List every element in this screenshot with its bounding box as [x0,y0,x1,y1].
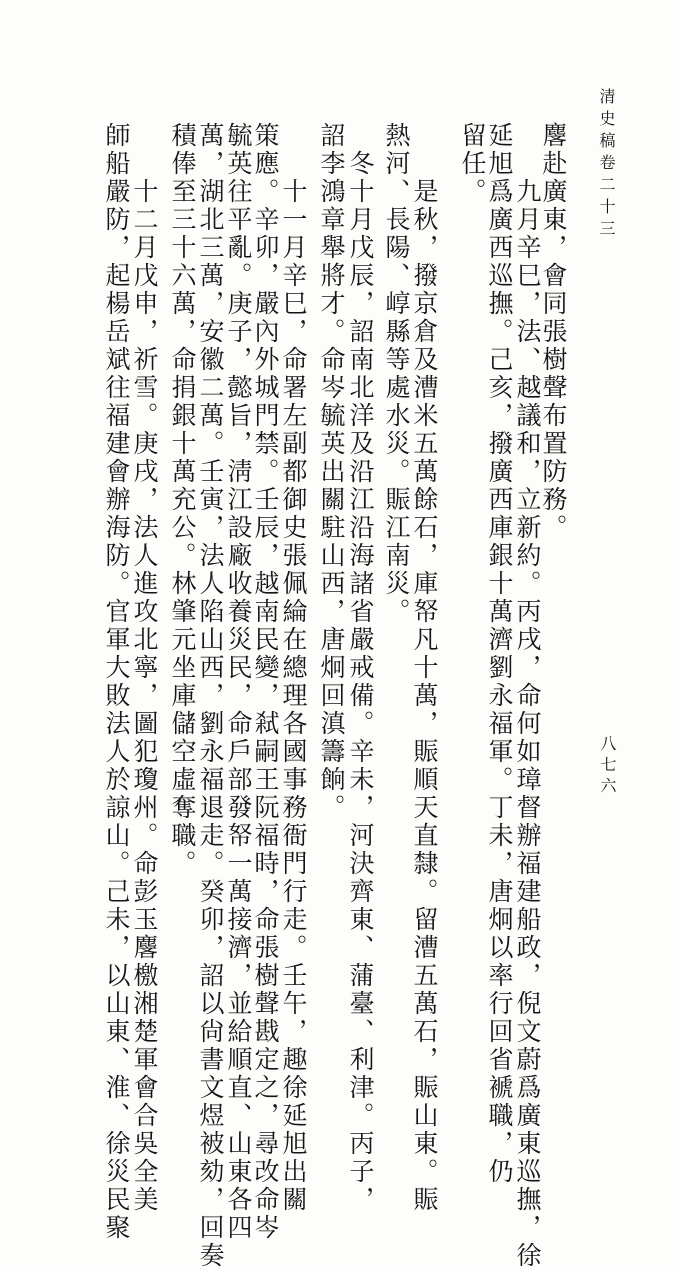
running-header: 清史稿卷二十三 [597,88,616,242]
text-column: 麐赴廣東，會同張樹聲布置防務。 [539,122,568,542]
text-column: 詔李鴻章舉將才。命岑毓英出關駐山西，唐炯回滇籌餉。 [317,122,346,822]
text-column: 是秋，撥京倉及漕米五萬餘石，庫帑凡十萬，賑順天直隸。留漕五萬石，賑山東。賑 [410,178,439,1214]
text-column: 留任。 [458,122,487,206]
text-column: 冬十月戊辰，詔南北洋及沿江沿海諸省嚴戒備。辛未，河決齊東、蒲臺、利津。丙子， [346,150,375,1214]
text-column: 萬，湖北三萬，安徽二萬。壬寅，法人陷山西，劉永福退走。癸卯，詔以尙書文煜被劾，回奏 [196,122,225,1270]
text-column: 毓英往平亂。庚子，懿旨，淸江設廠收養災民，命戶部發帑一萬接濟，並給順直、山東各四 [224,122,253,1242]
text-column: 師船嚴防，起楊岳斌往福建會辦海防。官軍大敗法人於諒山。己未，以山東、淮、徐災民聚 [102,122,131,1242]
text-column: 策應。辛卯，嚴內外城門禁。壬辰，越南民變，弒嗣王阮福時，命張樹聲戡定之，尋改命岑 [251,122,280,1242]
text-column: 延旭爲廣西巡撫。己亥，撥廣西庫銀十萬濟劉永福軍。丁未，唐炯以率行回省褫職，仍 [485,122,514,1186]
page-number: 八七六 [598,735,617,798]
text-column: 十一月辛巳，命署左副都御史張佩綸在總理各國事務衙門行走。壬午，趣徐延旭出關 [279,178,308,1214]
text-column: 積俸至三十六萬，命捐銀十萬充公。林肇元坐庫儲空虛奪職。 [168,122,197,878]
text-column: 九月辛巳，法、越議和，立新約。丙戌，命何如璋督辦福建船政，倪文蔚爲廣東巡撫，徐 [513,178,542,1270]
text-column: 十二月戊申，祈雪。庚戌，法人進攻北寧，圖犯瓊州。命彭玉麐檄湘楚軍會合吳全美 [130,178,159,1214]
text-column: 熱河、長陽、崞縣等處水災。賑江南災。 [382,122,411,626]
